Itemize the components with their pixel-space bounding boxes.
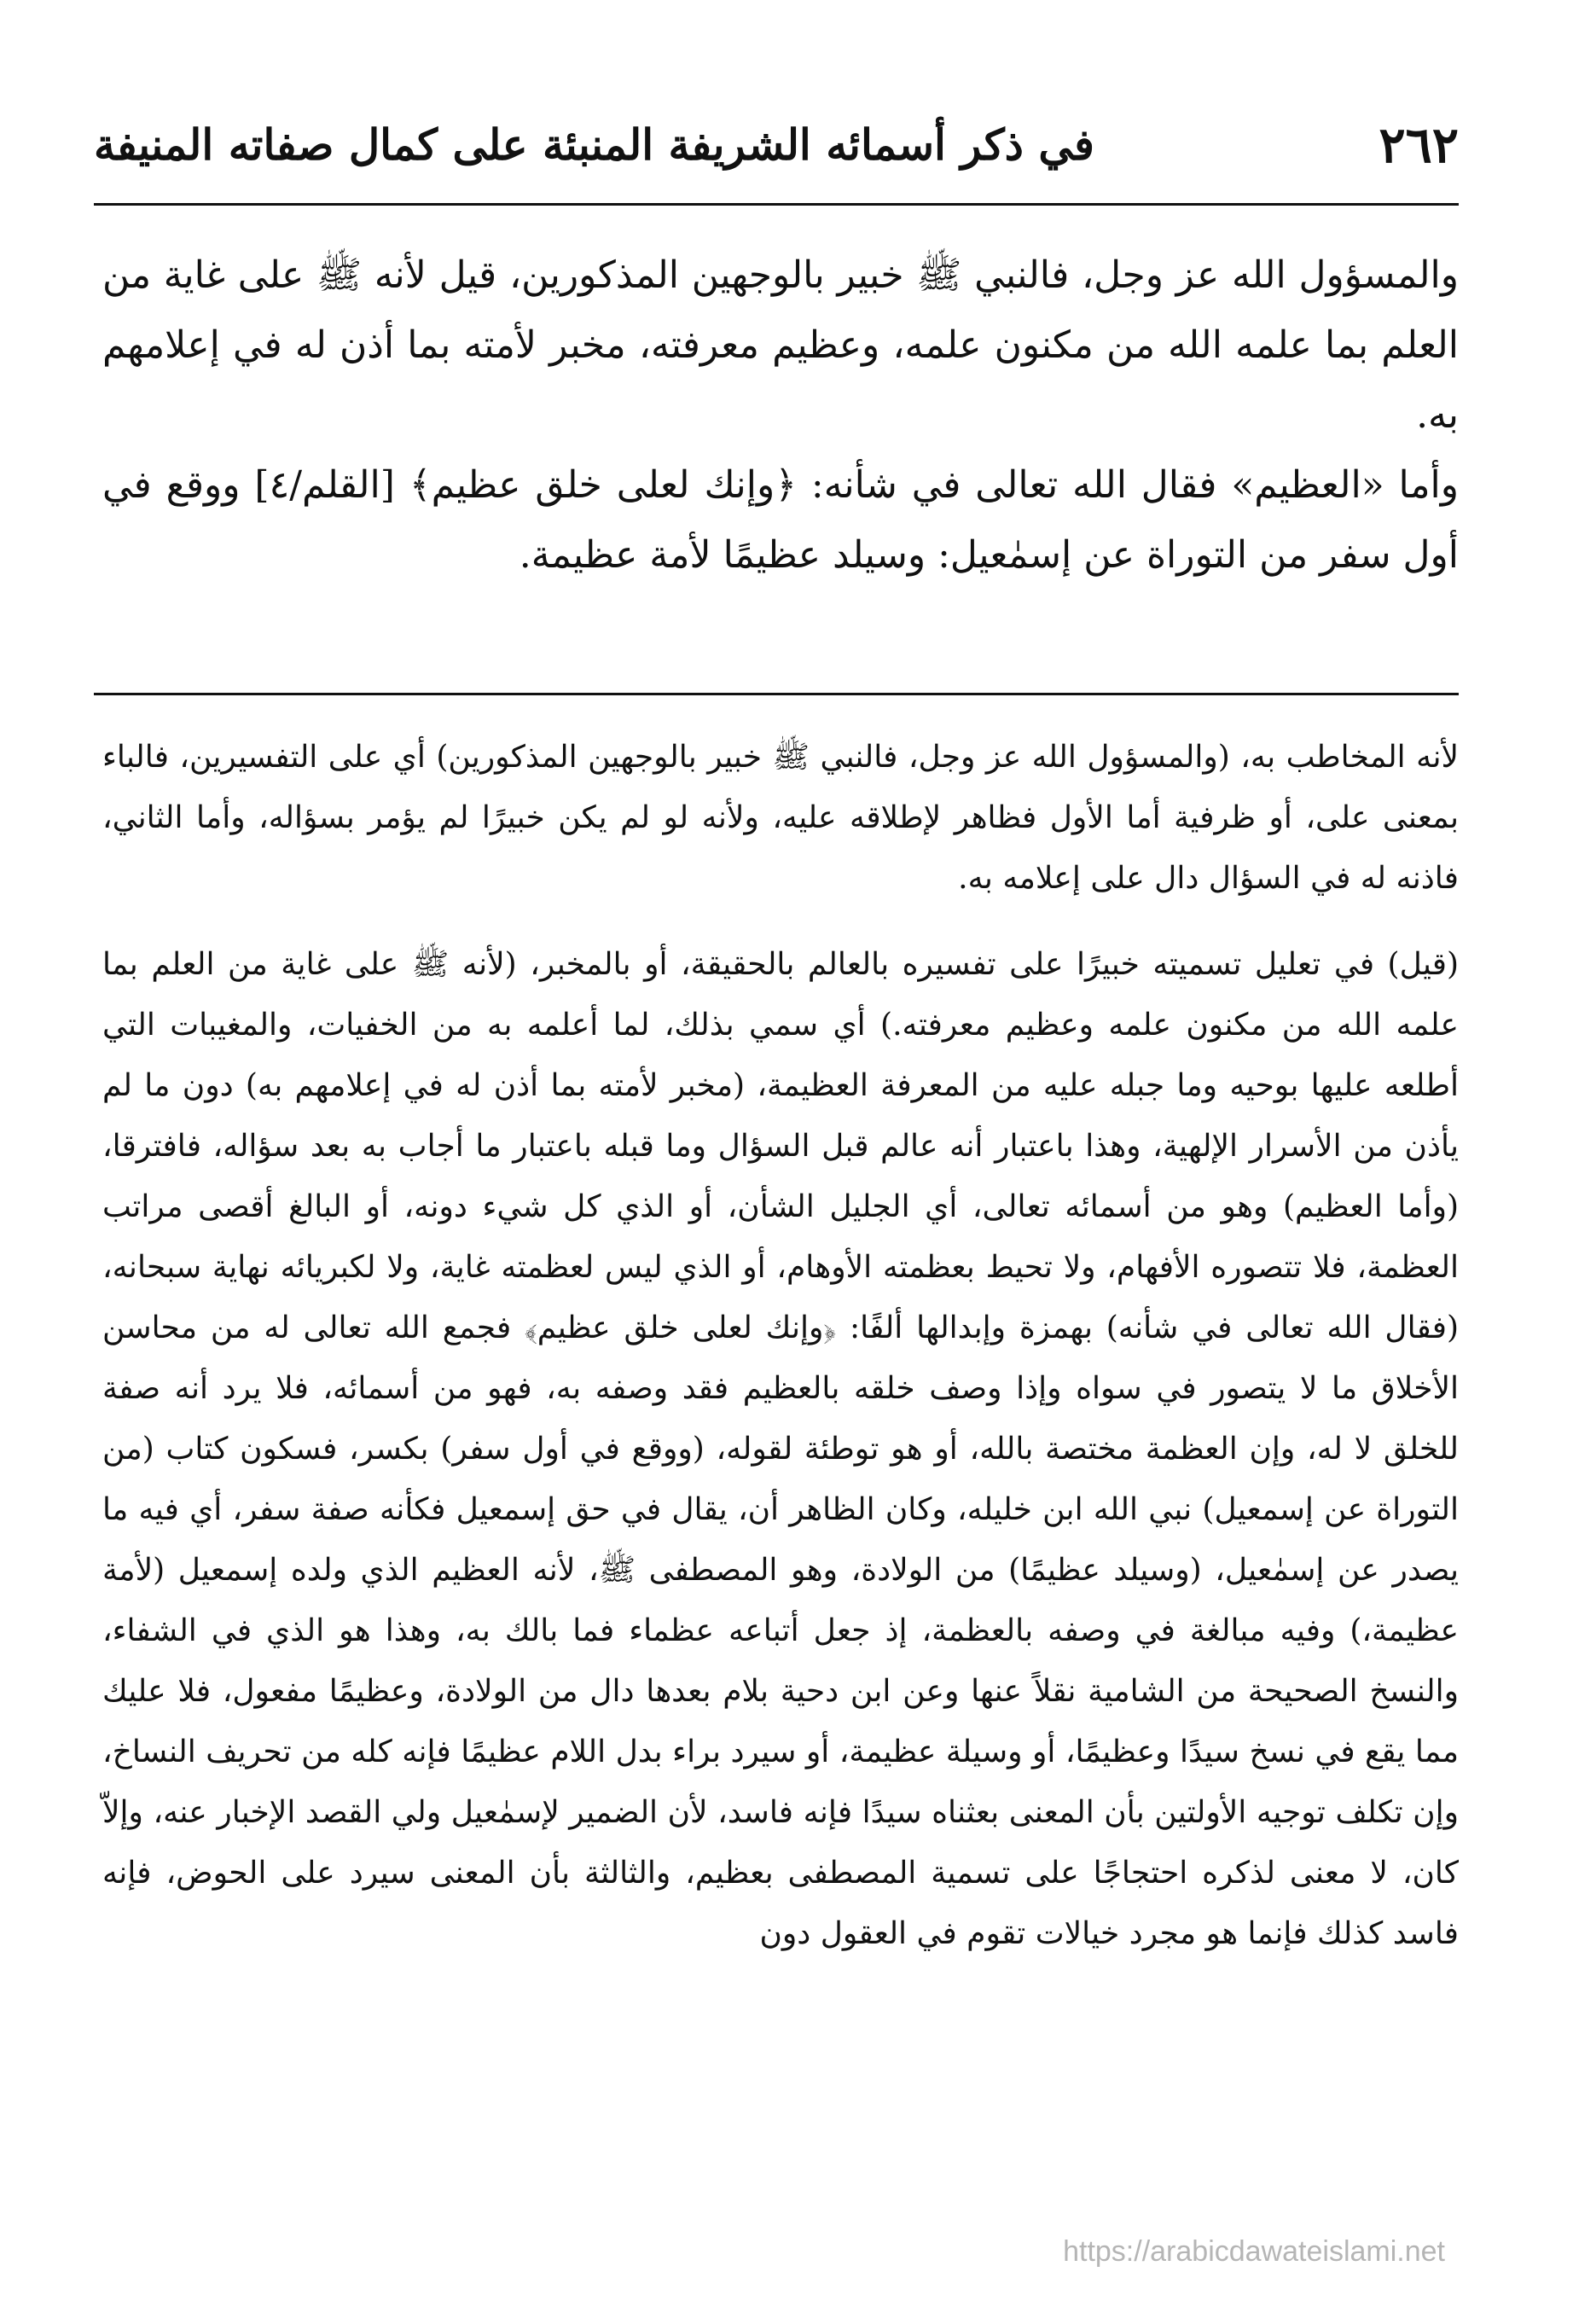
header-divider [94, 203, 1459, 206]
commentary-divider [94, 693, 1459, 695]
page-header [94, 111, 1459, 179]
running-title: في ذكر أسمائه الشريفة المنبئة على كمال صفاته المنيفة [94, 119, 1094, 170]
main-paragraph: وأما «العظيم» فقال الله تعالى في شأنه: ﴿وإنك لعلى خلق عظيم﴾ [القلم/٤] ووقع في أول سفر من التوراة عن إسمٰعيل: وسيلد عظيمًا لأمة عظيمة. [102, 463, 1459, 577]
main-paragraph: والمسؤول الله عز وجل، فالنبي ﷺ خبير بالوجهين المذكورين، قيل لأنه ﷺ على غاية من العلم بما علمه الله من مكنون علمه، وعظيم معرفته، مخبر لأمته بما أذن له في إعلامهم به. [102, 253, 1459, 437]
page-number: ٢٦٢ [1379, 116, 1459, 174]
commentary-paragraph: لأنه المخاطب به، (والمسؤول الله عز وجل، فالنبي ﷺ خبير بالوجهين المذكورين) أي على التفسيرين، فالباء بمعنى على، أو ظرفية أما الأول فظاهر لإطلاقه عليه، ولأنه لو لم يكن خبيرًا لم يؤمر بسؤاله، وأما الثاني، فاذنه له في السؤال دال على إعلامه به. [102, 740, 1459, 896]
commentary-paragraph: (قيل) في تعليل تسميته خبيرًا على تفسيره بالعالم بالحقيقة، أو بالمخبر، (لأنه ﷺ على غاية من العلم بما علمه الله من مكنون علمه وعظيم معرفته.) أي سمي بذلك، لما أعلمه به من الخفيات، والمغيبات التي أطلعه عليها بوحيه وما جبله عليه من المعرفة العظيمة، (مخبر لأمته بما أذن له في إعلامهم به) دون ما لم يأذن من الأسرار الإلهية، وهذا باعتبار أنه عالم قبل السؤال وما قبله باعتبار ما أجاب به بعد سؤاله، فافترقا، (وأما العظيم) وهو من أسمائه تعالى، أي الجليل الشأن، أو الذي كل شيء دونه، أو البالغ أقصى مراتب العظمة، فلا تتصوره الأفهام، ولا تحيط بعظمته الأوهام، أو الذي ليس لعظمته غاية، ولا لكبريائه نهاية سبحانه، (فقال الله تعالى في شأنه) بهمزة وإبدالها ألفًا: ﴿وإنك لعلى خلق عظيم﴾ فجمع الله تعالى له من محاسن الأخلاق ما لا يتصور في سواه وإذا وصف خلقه بالعظيم فقد وصفه به، فهو من أسمائه، فلا يرد أنه صفة للخلق لا له، وإن العظمة مختصة بالله، أو هو توطئة لقوله، (ووقع في أول سفر) بكسر، فسكون كتاب (من التوراة عن إسمعيل) نبي الله ابن خليله، وكان الظاهر أن، يقال في حق إسمعيل فكأنه صفة سفر، أي فيه ما يصدر عن إسمٰعيل، (وسيلد عظيمًا) من الولادة، وهو المصطفى ﷺ، لأنه العظيم الذي ولده إسمعيل (لأمة عظيمة،) وفيه مبالغة في وصفه بالعظمة، إذ جعل أتباعه عظماء فما بالك به، وهذا هو الذي في الشفاء، والنسخ الصحيحة من الشامية نقلاً عنها وعن ابن دحية بلام بعدها دال من الولادة، وعظيمًا مفعول، فلا عليك مما يقع في نسخ سيدًا وعظيمًا، أو وسيلة عظيمة، أو سيرد براء بدل اللام عظيمًا فإنه كله من تحريف النساخ، وإن تكلف توجيه الأولتين بأن المعنى بعثناه سيدًا فإنه فاسد، لأن الضمير لإسمٰعيل ولي القصد الإخبار عنه، وإلاّ كان، لا معنى لذكره احتجاجًا على تسمية المصطفى بعظيم، والثالثة بأن المعنى سيرد على الحوض، فإنه فاسد كذلك فإنما هو مجرد خيالات تقوم في العقول دون [102, 947, 1459, 1951]
commentary-text [102, 727, 1459, 1964]
main-text [102, 241, 1459, 590]
watermark-url: https://arabicdawateislami.net [1063, 2235, 1445, 2268]
